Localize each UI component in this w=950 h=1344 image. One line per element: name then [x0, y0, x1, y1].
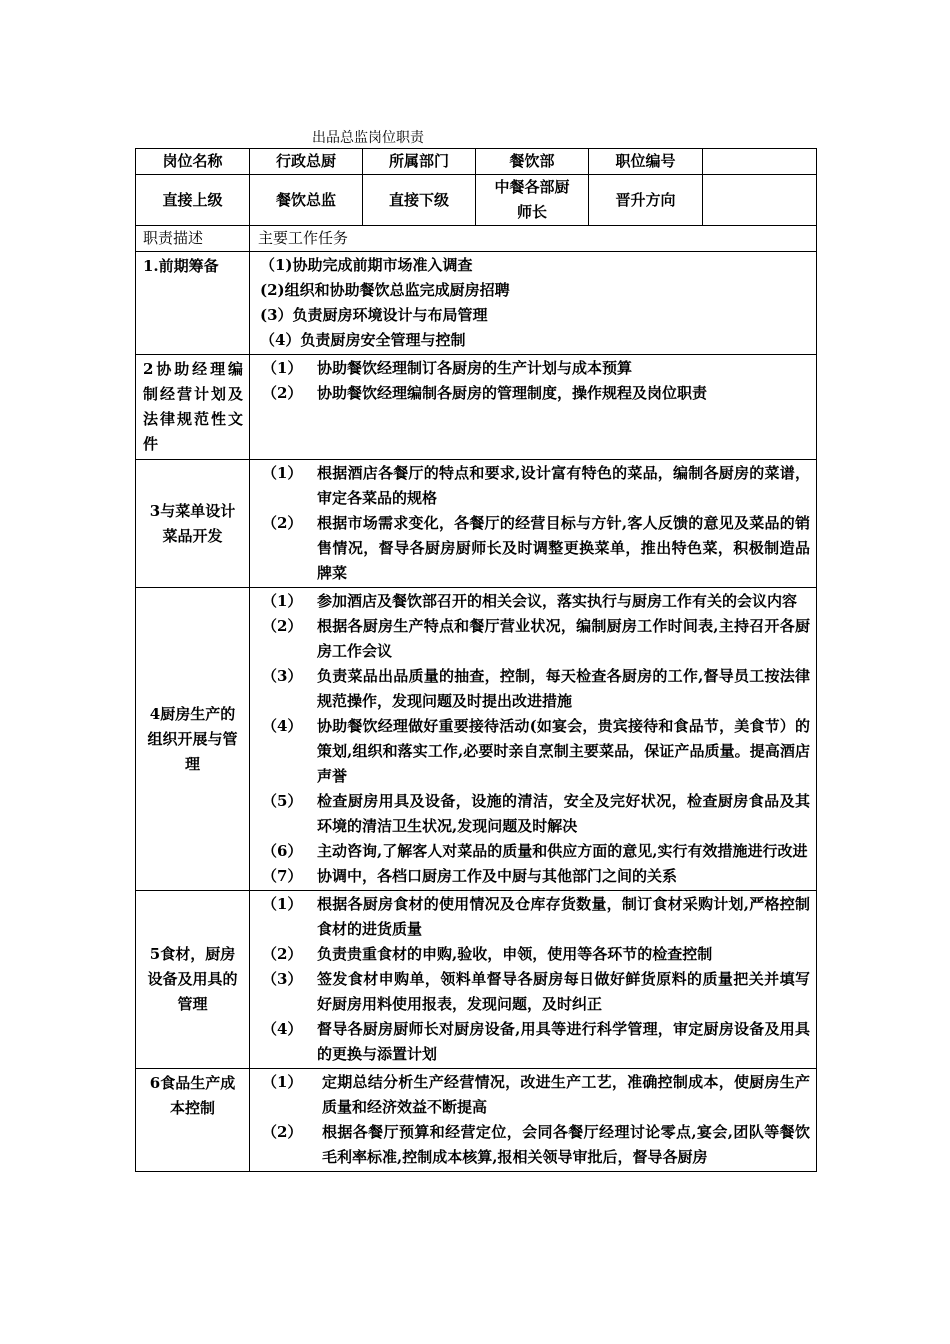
task-item	[262, 789, 810, 839]
task-number: （1）	[262, 592, 303, 610]
task-text: 参加酒店及餐饮部召开的相关会议，落实执行与厨房工作有关的会议内容	[317, 592, 798, 610]
task-text: 定期总结分析生产经营情况，改进生产工艺，准确控制成本，使厨房生产质量和经济效益不断提高	[322, 1073, 810, 1116]
section-label: 2协助经理编制经营计划及法律规范性文件	[136, 355, 250, 460]
task-text: 负责菜品出品质量的抽查，控制，每天检查各厨房的工作,督导员工按法律规范操作，发现问题及时提出改进措施	[317, 667, 810, 710]
task-text: 协调中，各档口厨房工作及中厨与其他部门之间的关系	[317, 867, 678, 885]
task-text: 根据市场需求变化，各餐厅的经营目标与方针,客人反馈的意见及菜品的销售情况，督导各厨房厨师长及时调整更换菜单，推出特色菜，积极制造品牌菜	[317, 514, 810, 582]
section-body	[250, 355, 817, 460]
label-position-name: 岗位名称	[136, 149, 250, 175]
job-description-table	[135, 148, 817, 1172]
task-item	[262, 1017, 810, 1067]
label-department: 所属部门	[363, 149, 476, 175]
task-line: （4）负责厨房安全管理与控制	[260, 331, 466, 349]
task-item	[262, 664, 810, 714]
label-direct-superior: 直接上级	[136, 175, 250, 226]
section-label: 3与菜单设计菜品开发	[136, 460, 250, 588]
header-row-1	[136, 149, 817, 175]
task-number: （2）	[262, 945, 303, 963]
task-number: （5）	[262, 792, 303, 810]
task-number: （6）	[262, 842, 303, 860]
task-line: (3）负责厨房环境设计与布局管理	[260, 306, 488, 324]
task-number: （1）	[262, 1073, 303, 1091]
task-item	[262, 511, 810, 586]
task-number: （1）	[262, 464, 303, 482]
section-label: 4厨房生产的组织开展与管理	[136, 588, 250, 891]
task-number: （4）	[262, 717, 303, 735]
task-text: 主动咨询,了解客人对菜品的质量和供应方面的意见,实行有效措施进行改进	[317, 842, 808, 860]
task-line: （1)协助完成前期市场准入调查	[260, 256, 473, 274]
task-number: （3）	[262, 667, 303, 685]
task-item	[262, 1070, 810, 1120]
task-line: (2)组织和协助餐饮总监完成厨房招聘	[260, 281, 510, 299]
label-duty-description: 职责描述	[136, 226, 250, 252]
section-row-1	[136, 252, 817, 355]
task-number: （3）	[262, 970, 303, 988]
task-item	[262, 839, 810, 864]
task-text: 检查厨房用具及设备，设施的清洁，安全及完好状况，检查厨房食品及其环境的清洁卫生状况,发现问题及时解决	[317, 792, 810, 835]
task-number: （4）	[262, 1020, 303, 1038]
section-body	[250, 460, 817, 588]
task-number: （2）	[262, 617, 303, 635]
task-item	[262, 892, 810, 942]
task-item	[262, 614, 810, 664]
description-header-row	[136, 226, 817, 252]
task-number: （2）	[262, 514, 303, 532]
task-item	[262, 356, 810, 381]
label-direct-subordinate: 直接下级	[363, 175, 476, 226]
task-item	[262, 381, 810, 406]
task-item	[262, 942, 810, 967]
task-text: 签发食材申购单，领料单督导各厨房每日做好鲜货原料的质量把关并填写好厨房用料使用报表，发现问题，及时纠正	[317, 970, 810, 1013]
task-text: 根据各厨房生产特点和餐厅营业状况，编制厨房工作时间表,主持召开各厨房工作会议	[317, 617, 810, 660]
task-text: 协助餐饮经理编制各厨房的管理制度，操作规程及岗位职责	[317, 384, 708, 402]
task-text: 根据酒店各餐厅的特点和要求,设计富有特色的菜品，编制各厨房的菜谱，审定各菜品的规格	[317, 464, 810, 507]
section-row-5	[136, 891, 817, 1069]
task-item	[262, 1120, 810, 1170]
section-row-4	[136, 588, 817, 891]
header-row-2	[136, 175, 817, 226]
section-body	[250, 891, 817, 1069]
section-body	[250, 588, 817, 891]
task-text: 协助餐饮经理制订各厨房的生产计划与成本预算	[317, 359, 633, 377]
section-label: 1.前期筹备	[136, 252, 250, 355]
task-item	[262, 461, 810, 511]
section-body	[250, 1069, 817, 1172]
section-label: 5食材，厨房设备及用具的管理	[136, 891, 250, 1069]
task-text: 根据各餐厅预算和经营定位，会同各餐厅经理讨论零点,宴会,团队等餐饮毛利率标准,控制成本核算,报相关领导审批后，督导各厨房	[322, 1123, 810, 1166]
value-direct-superior: 餐饮总监	[250, 175, 363, 226]
section-row-2	[136, 355, 817, 460]
value-position-code	[703, 149, 817, 175]
value-position-name: 行政总厨	[250, 149, 363, 175]
section-row-3	[136, 460, 817, 588]
label-promotion-path: 晋升方向	[589, 175, 703, 226]
document-title: 出品总监岗位职责	[312, 130, 424, 146]
section-label: 6食品生产成本控制	[136, 1069, 250, 1172]
value-department: 餐饮部	[476, 149, 589, 175]
label-main-tasks: 主要工作任务	[250, 226, 817, 252]
task-item	[262, 967, 810, 1017]
task-text: 根据各厨房食材的使用情况及仓库存货数量，制订食材采购计划,严格控制食材的进货质量	[317, 895, 810, 938]
section-row-6	[136, 1069, 817, 1172]
section-body	[250, 252, 817, 355]
task-item	[262, 864, 810, 889]
label-position-code: 职位编号	[589, 149, 703, 175]
value-direct-subordinate: 中餐各部厨师长	[476, 175, 589, 226]
task-number: （2）	[262, 384, 303, 402]
task-text: 督导各厨房厨师长对厨房设备,用具等进行科学管理，审定厨房设备及用具的更换与添置计划	[317, 1020, 810, 1063]
task-text: 负责贵重食材的申购,验收，申领，使用等各环节的检查控制	[317, 945, 713, 963]
task-number: （1）	[262, 895, 303, 913]
task-number: （2）	[262, 1123, 303, 1141]
task-item	[262, 589, 810, 614]
task-number: （1）	[262, 359, 303, 377]
task-text: 协助餐饮经理做好重要接待活动(如宴会，贵宾接待和食品节，美食节）的策划,组织和落实工作,必要时亲自烹制主要菜品，保证产品质量。提高酒店声誉	[317, 717, 810, 785]
task-number: （7）	[262, 867, 303, 885]
task-item	[262, 714, 810, 789]
value-promotion-path	[703, 175, 817, 226]
